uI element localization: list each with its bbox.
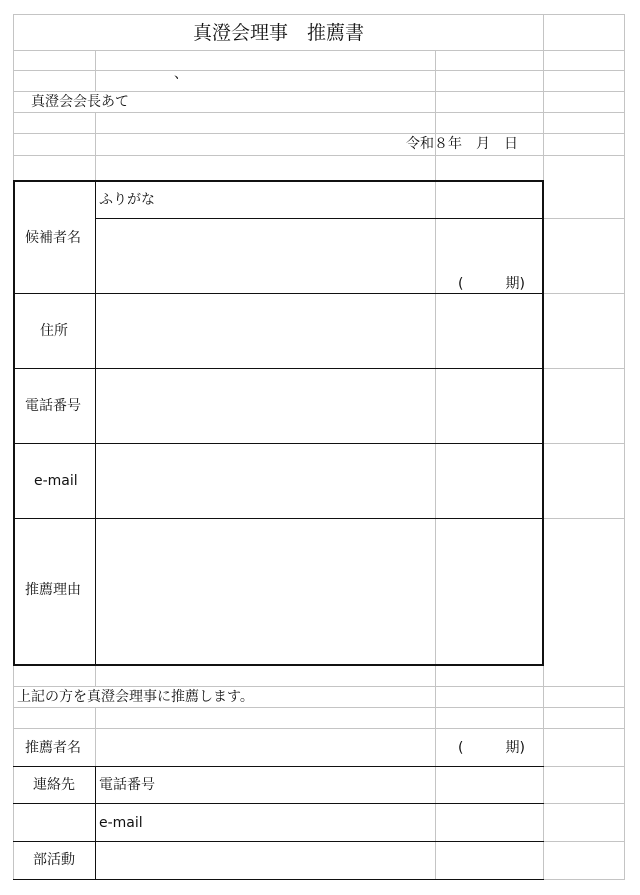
form-title: 真澄会理事 推薦書 bbox=[192, 22, 364, 44]
grid-line bbox=[543, 841, 625, 842]
reason-label: 推薦理由 bbox=[25, 582, 81, 598]
grid-line bbox=[435, 182, 436, 218]
box-border-top bbox=[13, 180, 544, 182]
email-field[interactable] bbox=[96, 444, 542, 518]
candidate-name-field[interactable] bbox=[96, 219, 435, 293]
contact-email-label: e-mail bbox=[99, 815, 143, 831]
bottom-line bbox=[13, 803, 544, 804]
reason-field[interactable] bbox=[96, 519, 542, 664]
grid-line bbox=[13, 50, 625, 51]
bottom-line bbox=[13, 879, 544, 880]
grid-line bbox=[543, 293, 625, 294]
grid-line bbox=[624, 14, 625, 880]
grid-line bbox=[543, 803, 625, 804]
box-border-left bbox=[13, 180, 15, 666]
box-border-right bbox=[542, 180, 544, 666]
address-field[interactable] bbox=[96, 294, 542, 368]
addressee: 真澄会会長あて bbox=[31, 94, 129, 110]
tick-mark: 、 bbox=[174, 66, 188, 82]
phone-label: 電話番号 bbox=[25, 398, 81, 414]
grid-line bbox=[543, 766, 625, 767]
furigana-label: ふりがな bbox=[99, 192, 155, 208]
grid-line bbox=[13, 70, 625, 71]
phone-field[interactable] bbox=[96, 369, 542, 443]
grid-line bbox=[543, 368, 625, 369]
contact-label: 連絡先 bbox=[33, 777, 75, 793]
grid-line bbox=[13, 155, 625, 156]
declaration: 上記の方を真澄会理事に推薦します。 bbox=[17, 689, 254, 705]
address-label: 住所 bbox=[40, 323, 68, 339]
date-line: 令和８年 月 日 bbox=[406, 136, 518, 152]
club-label: 部活動 bbox=[33, 852, 75, 868]
grid-line bbox=[13, 112, 625, 113]
recommender-name-field[interactable] bbox=[96, 729, 435, 766]
recommender-term: ( 期) bbox=[458, 740, 525, 756]
email-label: e-mail bbox=[34, 473, 78, 489]
club-field[interactable] bbox=[96, 842, 542, 879]
grid-line bbox=[543, 443, 625, 444]
contact-phone-label: 電話番号 bbox=[99, 777, 155, 793]
candidate-name-label: 候補者名 bbox=[25, 230, 81, 246]
box-border-bottom bbox=[13, 664, 544, 666]
candidate-term: ( 期) bbox=[458, 276, 525, 292]
grid-line bbox=[543, 518, 625, 519]
grid-line bbox=[543, 218, 625, 219]
grid-line bbox=[13, 707, 625, 708]
recommender-name-label: 推薦者名 bbox=[25, 740, 81, 756]
